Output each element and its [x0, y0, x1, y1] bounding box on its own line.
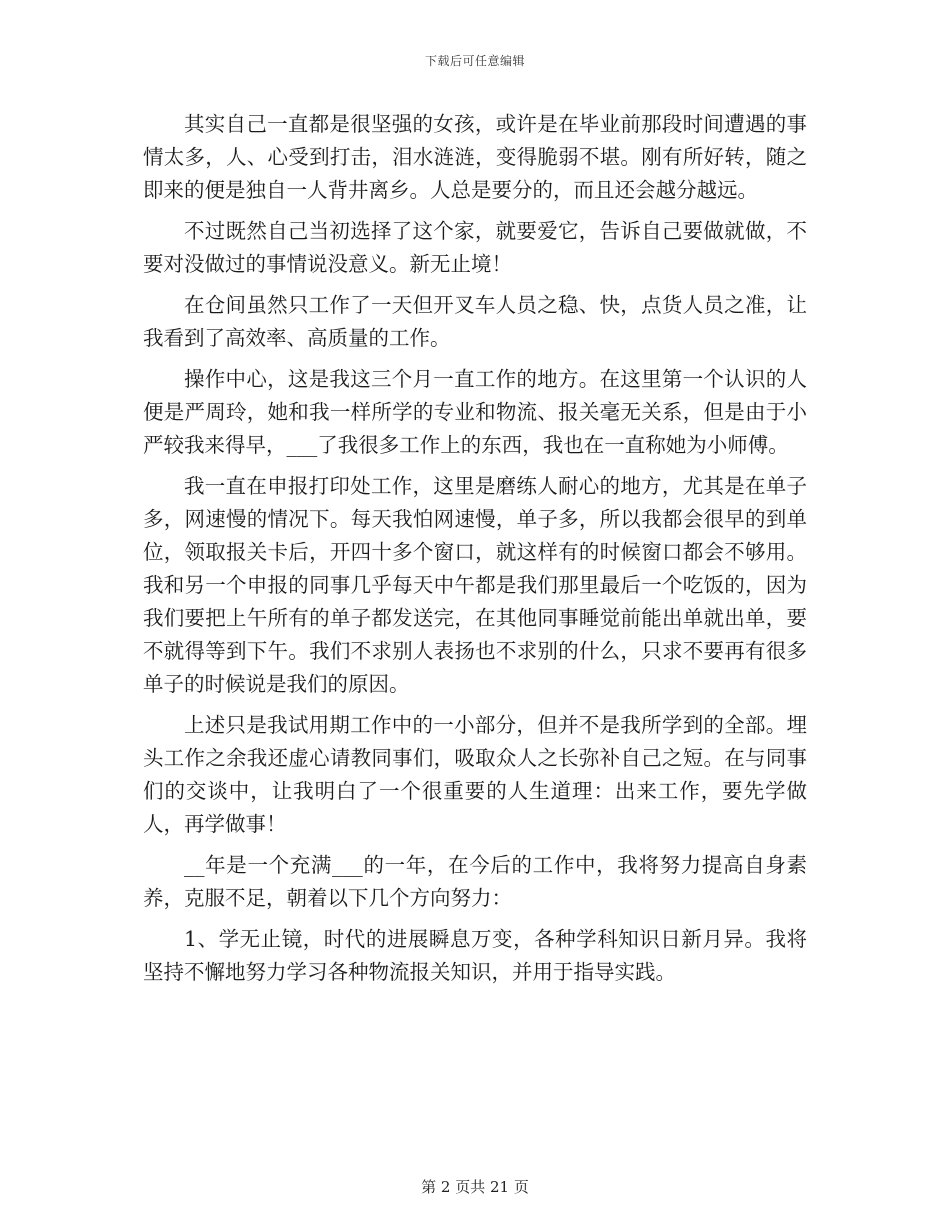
paragraph-8: 1、学无止镜，时代的进展瞬息万变，各种学科知识日新月异。我将坚持不懈地努力学习各种物流报关知识，并用于指导实践。 [143, 927, 807, 984]
document-body [143, 108, 807, 989]
paragraph-4: 操作中心，这是我这三个月一直工作的地方。在这里第一个认识的人便是严周玲，她和我一样所学的专业和物流、报关毫无关系，但是由于小严较我来得早，___了我很多工作上的东西，我也在一直称她为小师傅。 [143, 367, 807, 457]
page-number: 第 2 页共 21 页 [421, 1178, 529, 1196]
paragraph-5: 我一直在申报打印处工作，这里是磨练人耐心的地方，尤其是在单子多，网速慢的情况下。每天我怕网速慢，单子多，所以我都会很早的到单位，领取报关卡后，开四十多个窗口，就这样有的时候窗口都会不够用。我和另一个申报的同事几乎每天中午都是我们那里最后一个吃饭的，因为我们要把上午所有的单子都发送完，在其他同事睡觉前能出单就出单，要不就得等到下午。我们不求别人表扬也不求别的什么，只求不要再有很多单子的时候说是我们的原因。 [143, 474, 807, 696]
paragraph-3: 在仓间虽然只工作了一天但开叉车人员之稳、快，点货人员之准，让我看到了高效率、高质量的工作。 [143, 293, 807, 350]
paragraph-2: 不过既然自己当初选择了这个家，就要爱它，告诉自己要做就做，不要对没做过的事情说没意义。新无止境！ [143, 219, 807, 276]
page-header: 下载后可任意编辑 [424, 54, 525, 68]
paragraph-7: __年是一个充满___的一年，在今后的工作中，我将努力提高自身素养，克服不足，朝着以下几个方向努力： [143, 853, 807, 910]
paragraph-1: 其实自己一直都是很坚强的女孩，或许是在毕业前那段时间遭遇的事情太多，人、心受到打击，泪水涟涟，变得脆弱不堪。刚有所好转，随之即来的便是独自一人背井离乡。人总是要分的，而且还会越分越远。 [143, 112, 807, 202]
paragraph-6: 上述只是我试用期工作中的一小部分，但并不是我所学到的全部。埋头工作之余我还虚心请教同事们，吸取众人之长弥补自己之短。在与同事们的交谈中，让我明白了一个很重要的人生道理：出来工作，要先学做人，再学做事！ [143, 713, 807, 836]
